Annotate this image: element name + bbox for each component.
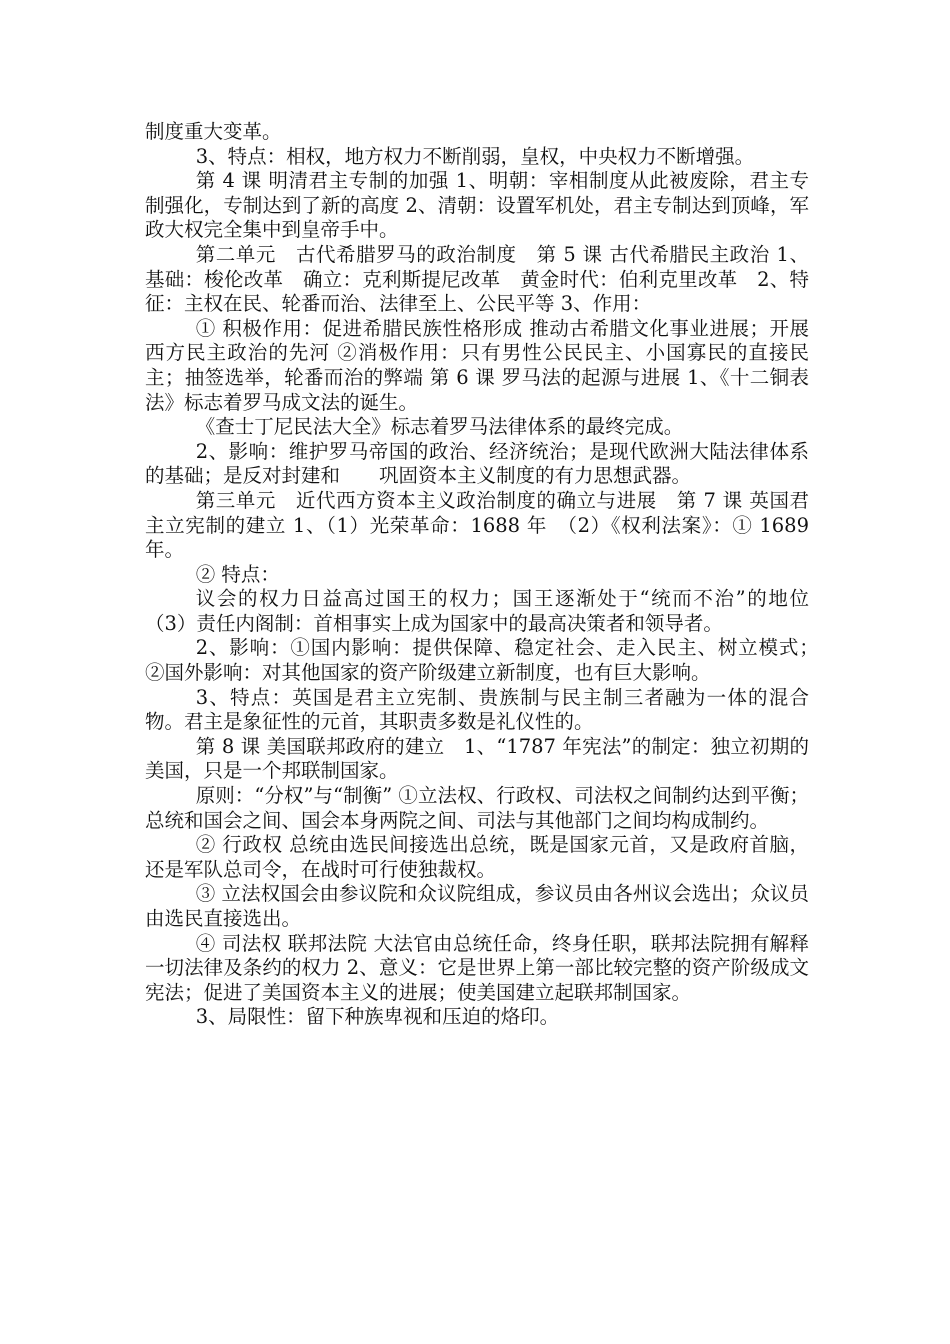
document-body: [145, 120, 829, 1030]
paragraph: 2、影响：①国内影响：提供保障、稳定社会、走入民主、树立模式； ②国外影响：对其他国家的资产阶级建立新制度，也有巨大影响。: [145, 636, 829, 685]
paragraph: ② 行政权 总统由选民间接选出总统，既是国家元首，又是政府首脑，还是军队总司令，在战时可行使独裁权。: [145, 833, 809, 881]
paragraph: 第三单元 近代西方资本主义政治制度的确立与进展 第 7 课 英国君主立宪制的建立 1、（1）光荣革命：1688 年 （2）《权利法案》：① 1689 年。: [145, 488, 816, 562]
paragraph: ④ 司法权 联邦法院 大法官由总统任命，终身任职，联邦法院拥有解释一切法律及条约的权力 2、意义：它是世界上第一部比较完整的资产阶级成文宪法；促进了美国资本主义的进展；使美国建立起联邦制国家。: [145, 931, 809, 1004]
paragraph: ③ 立法权国会由参议院和众议院组成，参议员由各州议会选出；众议员由选民直接选出。: [145, 882, 809, 930]
paragraph: ② 特点：: [195, 562, 280, 586]
paragraph: 原则：“分权”与“制衡” ①立法权、行政权、司法权之间制约达到平衡；总统和国会之间、国会本身两院之间、司法与其他部门之间均构成制约。: [145, 784, 809, 832]
paragraph: 2、影响：维护罗马帝国的政治、经济统治；是现代欧洲大陆法律体系的基础；是反对封建和 巩固资本主义制度的有力思想武器。: [145, 439, 809, 488]
paragraph: 《查士丁尼民法大全》标志着罗马法律体系的最终完成。: [195, 415, 684, 439]
paragraph: ① 积极作用：促进希腊民族性格形成 推动古希腊文化事业进展；开展西方民主政治的先河 ②消极作用：只有男性公民民主、小国寡民的直接民主；抽签选举，轮番而治的弊端 第 6 课 罗马法的起源与进展 1、《十二铜表法》标志着罗马成文法的诞生。: [145, 316, 809, 414]
paragraph: 制度重大变革。: [145, 120, 282, 143]
paragraph: 3、局限性：留下种族卑视和压迫的烙印。: [195, 1005, 560, 1029]
paragraph: 第 8 课 美国联邦政府的建立 1、“1787 年宪法”的制定：独立初期的美国，只是一个邦联制国家。: [145, 734, 809, 783]
paragraph: 第二单元 古代希腊罗马的政治制度 第 5 课 古代希腊民主政治 1、 基础：梭伦改革 确立：克利斯提尼改革 黄金时代：伯利克里改革 2、特征：主权在民、轮番而治、法律至上、公民平等 3、作用：: [145, 242, 816, 316]
paragraph: 3、特点：英国是君主立宪制、贵族制与民主制三者融为一体的混合物。君主是象征性的元首，其职责多数是礼仪性的。: [145, 685, 809, 734]
paragraph: 第 4 课 明清君主专制的加强 1、明朝：宰相制度从此被废除，君主专制强化，专制达到了新的高度 2、清朝：设置军机处，君主专制达到顶峰，军政大权完全集中到皇帝手中。: [145, 169, 809, 242]
paragraph: 议会的权力日益高过国王的权力；国王逐渐处于“统而不治”的地位 （3）责任内阁制：首相事实上成为国家中的最高决策者和领导者。: [145, 587, 829, 635]
paragraph: 3、特点：相权，地方权力不断削弱，皇权，中央权力不断增强。: [195, 144, 755, 168]
